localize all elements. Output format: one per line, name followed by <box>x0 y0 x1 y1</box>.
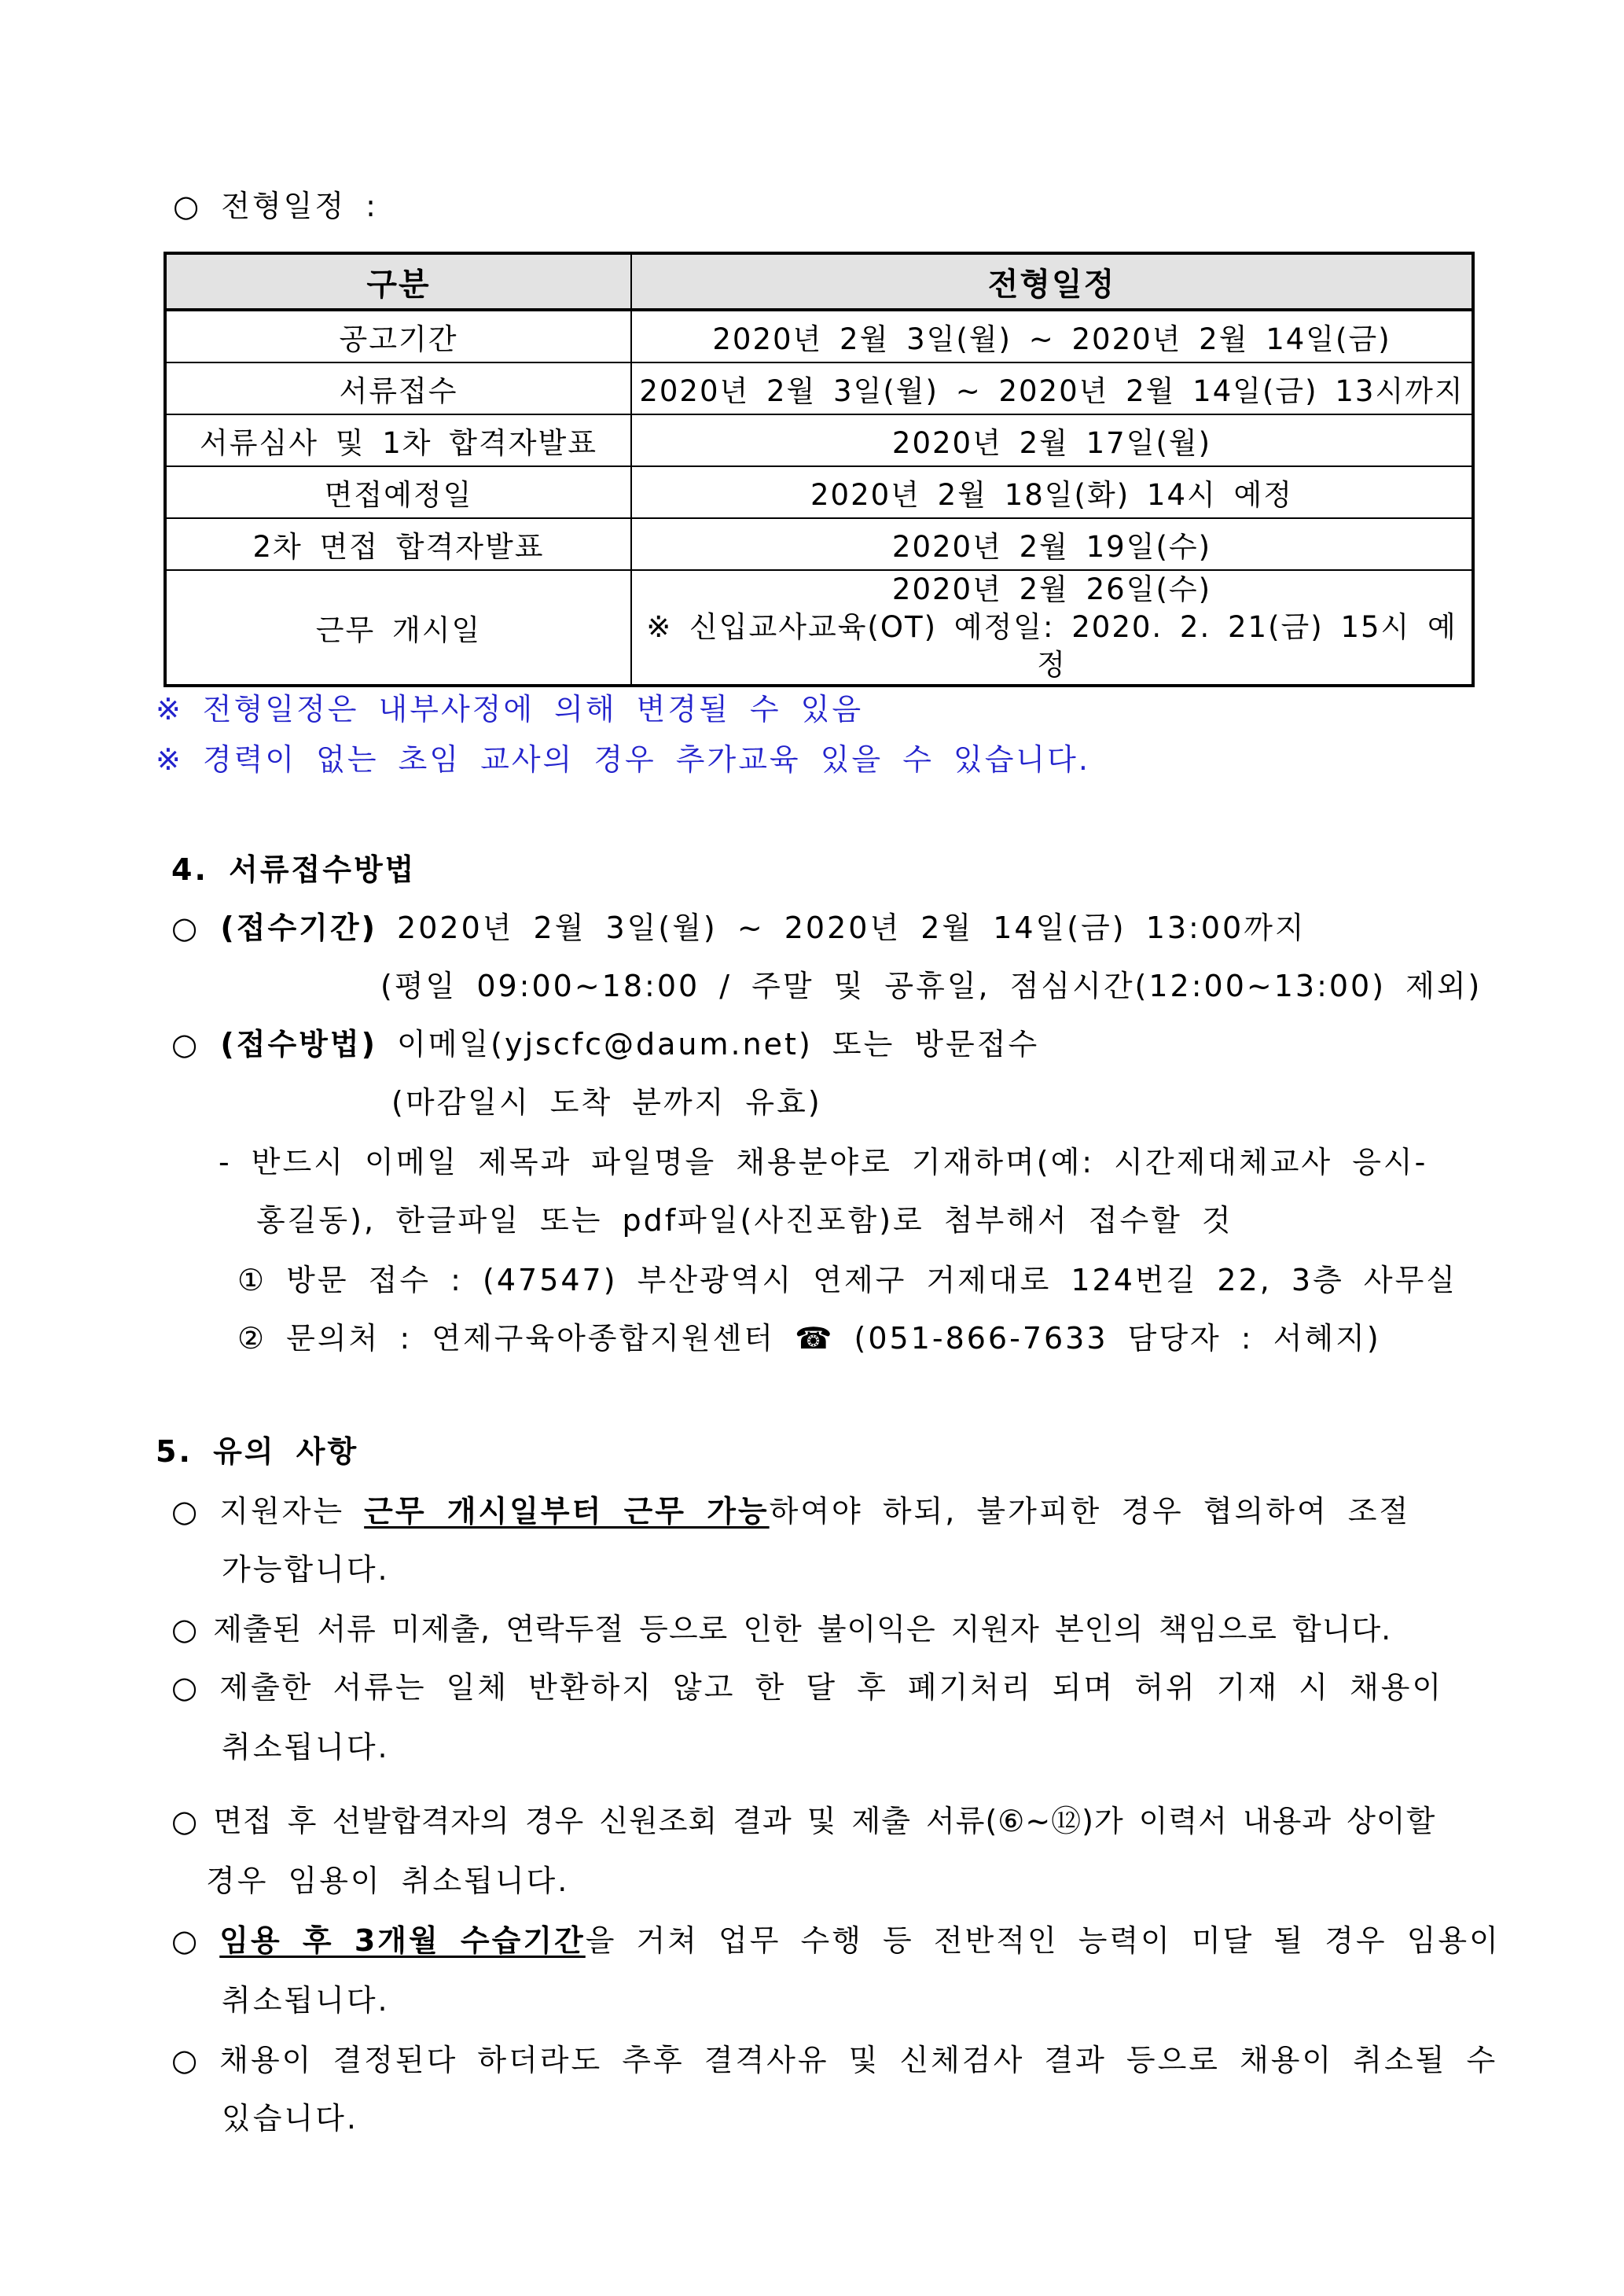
submission-instruction-cont: 홍길동), 한글파일 또는 pdf파일(사진포함)로 첨부해서 접수할 것 <box>256 1203 1233 1238</box>
notice-item-cont: 취소됩니다. <box>222 1983 390 2018</box>
column-header-category: 구분 <box>165 253 631 310</box>
table-row <box>165 362 1473 414</box>
receipt-period <box>171 907 1306 948</box>
table-row <box>165 518 1473 570</box>
row-label: 서류접수 <box>165 362 631 414</box>
row-label: 2차 면접 합격자발표 <box>165 518 631 570</box>
schedule-note: ※ 경력이 없는 초임 교사의 경우 추가교육 있을 수 있습니다. <box>156 742 1090 777</box>
receipt-method <box>171 1024 1039 1065</box>
schedule-heading: ○ 전형일정 : <box>173 189 378 223</box>
receipt-method-value: 이메일(yjscfc@daum.net) 또는 방문접수 <box>377 1027 1040 1062</box>
row-value-line1: 2020년 2월 26일(수) <box>891 572 1212 606</box>
row-value: 2020년 2월 3일(월) ~ 2020년 2월 14일(금) <box>631 310 1473 362</box>
row-value: 2020년 2월 17일(월) <box>631 414 1473 466</box>
notice-emphasis: 근무 개시일부터 근무 가능 <box>364 1494 770 1529</box>
notice-text: 을 거쳐 업무 수행 등 전반적인 능력이 미달 될 경우 임용이 <box>585 1923 1501 1958</box>
receipt-period-label: ○ (접수기간) <box>171 911 377 945</box>
receipt-period-value: 2020년 2월 3일(월) ~ 2020년 2월 14일(금) 13:00까지 <box>377 911 1306 945</box>
visit-address: ① 방문 접수 : (47547) 부산광역시 연제구 거제대로 124번길 22, 3층 사무실 <box>237 1263 1457 1297</box>
notice-item-cont: 가능합니다. <box>222 1552 390 1587</box>
schedule-table <box>164 252 1475 687</box>
row-label: 서류심사 및 1차 합격자발표 <box>165 414 631 466</box>
notice-item-cont: 경우 임용이 취소됩니다. <box>206 1864 570 1898</box>
notice-item-cont: 취소됩니다. <box>222 1730 390 1764</box>
table-row <box>165 570 1473 686</box>
row-label: 면접예정일 <box>165 466 631 518</box>
notice-item: ○ 면접 후 선발합격자의 경우 신원조회 결과 및 제출 서류(⑥~⑫)가 이력서 내용과 상이할 <box>171 1804 1436 1838</box>
notice-item: ○ 제출된 서류 미제출, 연락두절 등으로 인한 불이익은 지원자 본인의 책임으로 합니다. <box>171 1612 1392 1647</box>
notice-emphasis: 임용 후 3개월 수습기간 <box>219 1923 586 1958</box>
notice-item <box>171 1920 1501 1961</box>
row-label: 공고기간 <box>165 310 631 362</box>
table-header-row <box>165 253 1473 310</box>
notice-item: ○ 채용이 결정된다 하더라도 추후 결격사유 및 신체검사 결과 등으로 채용이 취소될 수 <box>171 2043 1498 2077</box>
table-row <box>165 466 1473 518</box>
section5-title: 5. 유의 사항 <box>156 1434 359 1469</box>
notice-text: ○ 지원자는 <box>171 1494 365 1529</box>
section4-title: 4. 서류접수방법 <box>171 852 417 887</box>
table-row <box>165 310 1473 362</box>
table-row <box>165 414 1473 466</box>
row-value: 2020년 2월 3일(월) ~ 2020년 2월 14일(금) 13시까지 <box>631 362 1473 414</box>
notice-text: ○ <box>171 1923 220 1958</box>
contact-info: ② 문의처 : 연제구육아종합지원센터 ☎ (051-866-7633 담당자 : 서혜지) <box>237 1321 1381 1356</box>
notice-item <box>171 1491 1410 1532</box>
column-header-schedule: 전형일정 <box>631 253 1473 310</box>
notice-item-cont: 있습니다. <box>222 2101 358 2136</box>
row-value: 2020년 2월 18일(화) 14시 예정 <box>631 466 1473 518</box>
schedule-note: ※ 전형일정은 내부사정에 의해 변경될 수 있음 <box>156 692 864 727</box>
row-value <box>631 570 1473 686</box>
receipt-period-note: (평일 09:00~18:00 / 주말 및 공휴일, 점심시간(12:00~13:00) 제외) <box>380 969 1483 1003</box>
row-label: 근무 개시일 <box>165 570 631 686</box>
row-value-line2: ※ 신입교사교육(OT) 예정일: 2020. 2. 21(금) 15시 예정 <box>646 610 1457 682</box>
notice-item: ○ 제출한 서류는 일체 반환하지 않고 한 달 후 폐기처리 되며 허위 기재 시 채용이 <box>171 1670 1444 1705</box>
submission-instruction: - 반드시 이메일 제목과 파일명을 채용분야로 기재하며(예: 시간제대체교사 응시- <box>219 1145 1428 1179</box>
notice-text: 하여야 하되, 불가피한 경우 협의하여 조절 <box>769 1494 1411 1529</box>
receipt-method-label: ○ (접수방법) <box>171 1027 377 1062</box>
receipt-method-note: (마감일시 도착 분까지 유효) <box>391 1085 822 1120</box>
row-value: 2020년 2월 19일(수) <box>631 518 1473 570</box>
